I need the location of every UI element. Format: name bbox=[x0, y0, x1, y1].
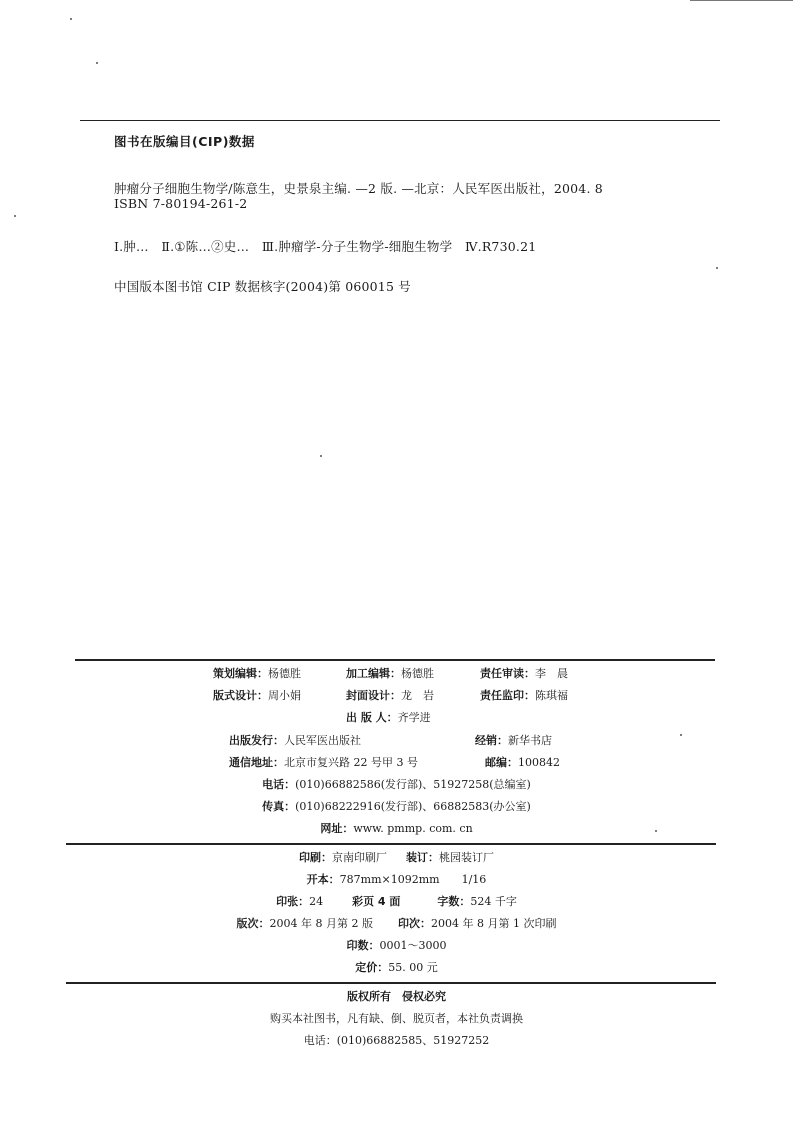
cip-isbn: ISBN 7-80194-261-2 bbox=[114, 196, 248, 211]
printer-value: 京南印刷厂 bbox=[332, 851, 387, 864]
price bbox=[0, 961, 793, 975]
planning-editor bbox=[213, 667, 301, 681]
scan-speck bbox=[14, 215, 16, 217]
print-run bbox=[0, 939, 793, 953]
fax-label: 传真： bbox=[262, 800, 296, 813]
phone-label: 电话： bbox=[262, 778, 296, 791]
scan-speck bbox=[96, 62, 98, 64]
address bbox=[229, 756, 418, 770]
cip-classification: Ⅰ.肿… Ⅱ.①陈…②史… Ⅲ.肿瘤学-分子生物学-细胞生物学 Ⅳ.R730.21 bbox=[114, 239, 537, 254]
fax bbox=[0, 800, 793, 814]
edition-value: 2004 年 8 月第 2 版 bbox=[269, 917, 373, 930]
copyright-top-rule bbox=[66, 982, 716, 984]
price-value: 55. 00 元 bbox=[388, 961, 438, 974]
website-value[interactable]: www. pmmp. com. cn bbox=[353, 822, 473, 835]
processing-editor-value: 杨德胜 bbox=[401, 667, 434, 680]
colophon-top-rule bbox=[75, 659, 715, 661]
postcode bbox=[485, 756, 560, 770]
distribution-value: 人民军医出版社 bbox=[284, 734, 361, 747]
scan-speck bbox=[70, 18, 72, 20]
publisher-person-value: 齐学进 bbox=[397, 711, 431, 724]
scan-speck bbox=[716, 267, 718, 269]
cip-heading: 图书在版编目(CIP)数据 bbox=[114, 134, 255, 149]
address-value: 北京市复兴路 22 号甲 3 号 bbox=[284, 756, 418, 769]
postcode-value: 100842 bbox=[518, 756, 560, 769]
copyright-title: 版权所有 侵权必究 bbox=[347, 990, 446, 1003]
seller-value: 新华书店 bbox=[508, 734, 552, 747]
seller bbox=[475, 734, 552, 748]
edition-label: 版次： bbox=[236, 917, 270, 930]
printer-label: 印刷： bbox=[299, 851, 332, 864]
distribution-label: 出版发行： bbox=[229, 734, 284, 747]
impression-value: 2004 年 8 月第 1 次印刷 bbox=[431, 917, 557, 930]
sheets-label: 印张： bbox=[276, 895, 310, 908]
scan-speck bbox=[680, 734, 682, 736]
publisher-person-label: 出 版 人： bbox=[346, 711, 398, 724]
layout-design-label: 版式设计： bbox=[213, 689, 268, 702]
copyright-notice: 购买本社图书，凡有缺、倒、脱页者，本社负责调换 bbox=[270, 1012, 523, 1025]
cover-design bbox=[346, 689, 434, 703]
processing-editor bbox=[346, 667, 434, 681]
sheets-row bbox=[0, 895, 793, 909]
price-label: 定价： bbox=[355, 961, 389, 974]
copyright-phone: 电话：(010)66882585、51927252 bbox=[303, 1034, 490, 1047]
review-value: 李 晨 bbox=[535, 667, 568, 680]
color-pages-value: 彩页 4 面 bbox=[352, 895, 401, 908]
address-label: 通信地址： bbox=[229, 756, 284, 769]
layout-design bbox=[213, 689, 301, 703]
processing-editor-label: 加工编辑： bbox=[346, 667, 401, 680]
impression-label: 印次： bbox=[398, 917, 431, 930]
binder-value: 桃园装订厂 bbox=[439, 851, 494, 864]
word-count-label: 字数： bbox=[437, 895, 471, 908]
print-run-value: 0001～3000 bbox=[379, 939, 447, 952]
printer-binder bbox=[0, 851, 793, 865]
cip-title-line: 肿瘤分子细胞生物学/陈意生，史景泉主编. —2 版. —北京：人民军医出版社，2004. 8 bbox=[114, 181, 603, 196]
website-label: 网址： bbox=[320, 822, 354, 835]
print-supervisor-value: 陈琪福 bbox=[535, 689, 568, 702]
review-label: 责任审读： bbox=[480, 667, 535, 680]
planning-editor-value: 杨德胜 bbox=[268, 667, 301, 680]
layout-design-value: 周小娟 bbox=[268, 689, 301, 702]
edition-row bbox=[0, 917, 793, 931]
phone bbox=[0, 778, 793, 792]
cip-top-rule bbox=[80, 120, 720, 121]
postcode-label: 邮编： bbox=[485, 756, 518, 769]
scan-speck bbox=[320, 455, 322, 457]
format-value: 787mm×1092mm 1/16 bbox=[339, 873, 487, 886]
cover-design-label: 封面设计： bbox=[346, 689, 401, 702]
sheets-value: 24 bbox=[309, 895, 324, 908]
print-supervisor bbox=[480, 689, 568, 703]
fax-value: (010)68222916(发行部)、66882583(办公室) bbox=[295, 800, 531, 813]
planning-editor-label: 策划编辑： bbox=[213, 667, 268, 680]
print-supervisor-label: 责任监印： bbox=[480, 689, 535, 702]
phone-value: (010)66882586(发行部)、51927258(总编室) bbox=[295, 778, 531, 791]
distribution bbox=[229, 734, 361, 748]
website bbox=[0, 822, 793, 836]
cip-record-number: 中国版本图书馆 CIP 数据核字(2004)第 060015 号 bbox=[114, 279, 411, 294]
seller-label: 经销： bbox=[475, 734, 508, 747]
binder-label: 装订： bbox=[406, 851, 439, 864]
format-label: 开本： bbox=[306, 873, 340, 886]
format bbox=[0, 873, 793, 887]
review bbox=[480, 667, 568, 681]
printing-top-rule bbox=[66, 843, 716, 845]
top-corner-rule bbox=[690, 0, 793, 1]
print-run-label: 印数： bbox=[346, 939, 380, 952]
publisher-person bbox=[346, 711, 431, 725]
word-count-value: 524 千字 bbox=[470, 895, 517, 908]
cover-design-value: 龙 岩 bbox=[401, 689, 434, 702]
